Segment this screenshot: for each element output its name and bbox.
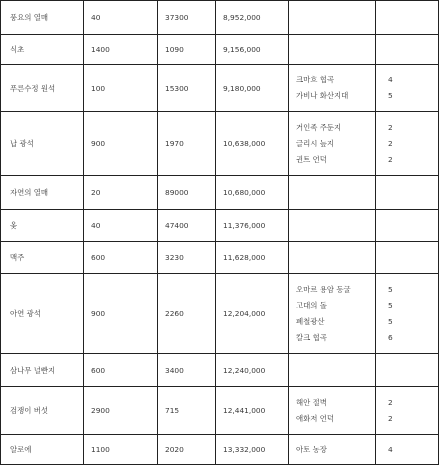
unit-price-cell: 89000 xyxy=(158,176,216,210)
location-name: 가비나 화산지대 xyxy=(296,91,349,100)
location-value-cell xyxy=(376,1,439,35)
location-name: 해안 절벽 xyxy=(296,397,327,407)
location-name: 애화저 언덕 xyxy=(296,413,335,423)
location-cell xyxy=(289,35,376,65)
quantity-cell: 1100 xyxy=(84,435,158,465)
quantity-cell: 20 xyxy=(84,176,158,210)
quantity-cell: 100 xyxy=(84,65,158,112)
table-row xyxy=(1,387,439,435)
location-cell xyxy=(289,435,376,465)
total-price-cell: 9,180,000 xyxy=(216,65,289,112)
table-row xyxy=(1,274,439,354)
total-price-cell: 11,376,000 xyxy=(216,210,289,242)
location-name: 폐철광산 xyxy=(296,316,325,326)
location-name: 크마흐 협곡 xyxy=(296,75,335,84)
location-value-cell xyxy=(376,242,439,274)
location-cell xyxy=(289,354,376,387)
location-value-cell xyxy=(376,176,439,210)
quantity-cell: 900 xyxy=(84,274,158,354)
quantity-cell: 900 xyxy=(84,112,158,176)
table-body xyxy=(1,1,439,465)
location-name: 고대의 돌 xyxy=(296,300,327,310)
table-row xyxy=(1,210,439,242)
location-value: 5 xyxy=(388,300,393,310)
total-price-cell: 13,332,000 xyxy=(216,435,289,465)
item-name-cell: 옻 xyxy=(1,210,84,242)
location-value: 2 xyxy=(388,397,393,407)
location-name: 오마르 용암 동굴 xyxy=(296,284,351,294)
location-value-cell xyxy=(376,354,439,387)
item-name-cell: 삼나무 널빤지 xyxy=(1,354,84,387)
location-name: 귄트 언덕 xyxy=(296,154,327,164)
location-value: 5 xyxy=(388,91,393,100)
unit-price-cell: 47400 xyxy=(158,210,216,242)
total-price-cell: 8,952,000 xyxy=(216,1,289,35)
item-name-cell: 식초 xyxy=(1,35,84,65)
item-name-cell: 자연의 열매 xyxy=(1,176,84,210)
unit-price-cell: 15300 xyxy=(158,65,216,112)
location-value-cell xyxy=(376,65,439,112)
unit-price-cell: 3230 xyxy=(158,242,216,274)
table-row xyxy=(1,176,439,210)
quantity-cell: 2900 xyxy=(84,387,158,435)
location-name: 글리시 늪지 xyxy=(296,138,335,148)
total-price-cell: 12,204,000 xyxy=(216,274,289,354)
location-cell xyxy=(289,274,376,354)
location-value: 4 xyxy=(388,444,393,454)
location-value-cell xyxy=(376,387,439,435)
table-row xyxy=(1,112,439,176)
unit-price-cell: 1970 xyxy=(158,112,216,176)
quantity-cell: 600 xyxy=(84,242,158,274)
item-name-cell: 맥주 xyxy=(1,242,84,274)
location-value: 5 xyxy=(388,284,393,294)
quantity-cell: 1400 xyxy=(84,35,158,65)
unit-price-cell: 2260 xyxy=(158,274,216,354)
location-value-cell xyxy=(376,435,439,465)
item-name-cell: 아연 광석 xyxy=(1,274,84,354)
unit-price-cell: 2020 xyxy=(158,435,216,465)
table-row xyxy=(1,435,439,465)
location-cell xyxy=(289,210,376,242)
unit-price-cell: 3400 xyxy=(158,354,216,387)
location-cell xyxy=(289,112,376,176)
location-value: 2 xyxy=(388,138,393,148)
location-cell xyxy=(289,176,376,210)
table-row xyxy=(1,1,439,35)
location-name: 칼크 협곡 xyxy=(296,332,327,342)
location-value-cell xyxy=(376,35,439,65)
total-price-cell: 10,680,000 xyxy=(216,176,289,210)
total-price-cell: 9,156,000 xyxy=(216,35,289,65)
table-row xyxy=(1,242,439,274)
table-row xyxy=(1,65,439,112)
unit-price-cell: 37300 xyxy=(158,1,216,35)
location-value-cell xyxy=(376,274,439,354)
location-value: 5 xyxy=(388,316,393,326)
item-name-cell: 풍요의 열매 xyxy=(1,1,84,35)
location-name: 아토 농장 xyxy=(296,444,327,454)
location-cell xyxy=(289,387,376,435)
total-price-cell: 11,628,000 xyxy=(216,242,289,274)
location-value-cell xyxy=(376,210,439,242)
item-name-cell: 납 광석 xyxy=(1,112,84,176)
item-name-cell: 검쟁이 버섯 xyxy=(1,387,84,435)
location-cell xyxy=(289,65,376,112)
table-row xyxy=(1,354,439,387)
location-value-cell xyxy=(376,112,439,176)
location-cell xyxy=(289,1,376,35)
location-value: 2 xyxy=(388,413,393,423)
quantity-cell: 40 xyxy=(84,210,158,242)
quantity-cell: 600 xyxy=(84,354,158,387)
location-value: 2 xyxy=(388,154,393,164)
item-name-cell: 알로에 xyxy=(1,435,84,465)
unit-price-cell: 715 xyxy=(158,387,216,435)
quantity-cell: 40 xyxy=(84,1,158,35)
location-value: 2 xyxy=(388,122,393,132)
location-name: 거인족 주둔지 xyxy=(296,122,342,132)
item-name-cell: 푸른수정 원석 xyxy=(1,65,84,112)
location-value: 6 xyxy=(388,332,393,342)
location-value: 4 xyxy=(388,75,393,84)
total-price-cell: 12,441,000 xyxy=(216,387,289,435)
table-row xyxy=(1,35,439,65)
unit-price-cell: 1090 xyxy=(158,35,216,65)
location-cell xyxy=(289,242,376,274)
total-price-cell: 10,638,000 xyxy=(216,112,289,176)
total-price-cell: 12,240,000 xyxy=(216,354,289,387)
